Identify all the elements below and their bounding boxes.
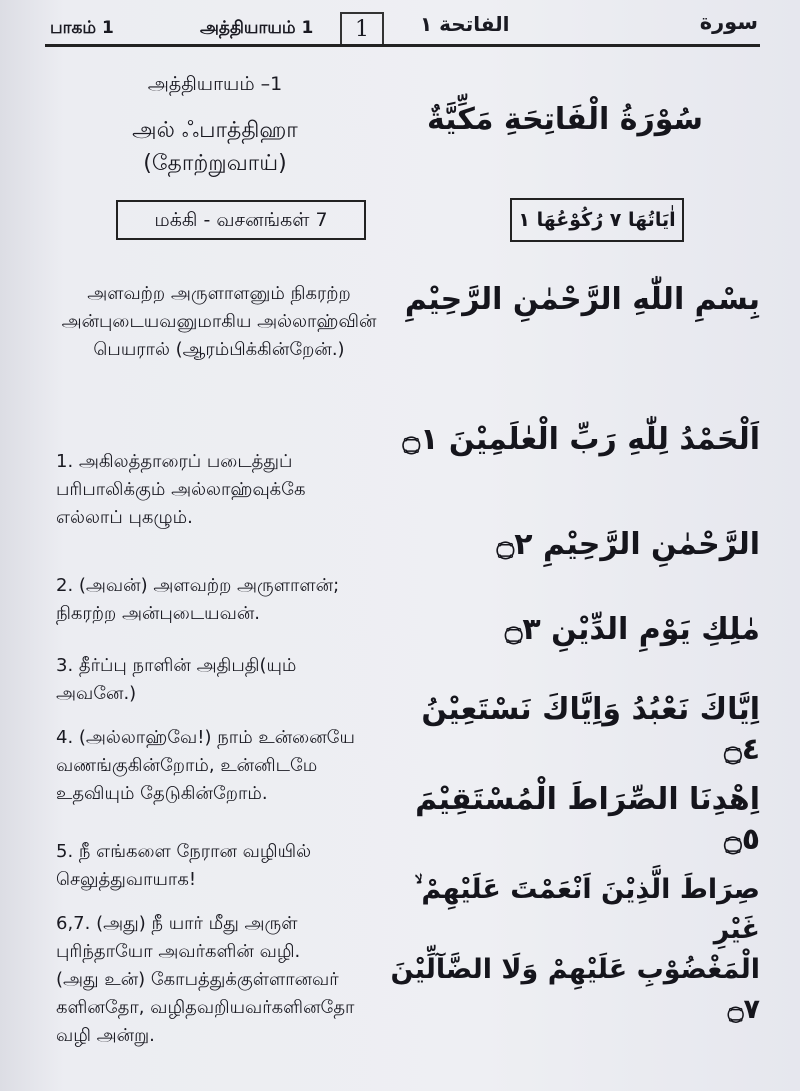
text-line: அளவற்ற அருளாளனும் நிகரற்ற bbox=[87, 283, 351, 304]
tamil-column bbox=[56, 280, 382, 1050]
arabic-bismillah: بِسْمِ اللّٰهِ الرَّحْمٰنِ الرَّحِيْمِ bbox=[404, 282, 760, 317]
text-line: பரிபாலிக்கும் அல்லாஹ்வுக்கே bbox=[56, 479, 306, 500]
text-line: பெயரால் (ஆரம்பிக்கின்றேன்.) bbox=[93, 339, 345, 360]
arabic-verse-6: صِرَاطَ الَّذِيْنَ اَنْعَمْتَ عَلَيْهِمْ ۙ غَيْرِ bbox=[414, 874, 760, 945]
text-line: (அது உன்) கோபத்துக்குள்ளானவர் bbox=[56, 969, 339, 990]
chapter-heading: அத்தியாயம் –1 bbox=[147, 73, 283, 95]
part-label: பாகம் 1 bbox=[50, 18, 114, 38]
text-line: 3. தீர்ப்பு நாளின் அதிபதி(யும் bbox=[56, 655, 297, 676]
surah-label-arabic: سورة bbox=[699, 10, 758, 34]
text-line: நிகரற்ற அன்புடையவன். bbox=[56, 603, 260, 624]
arabic-verse-7: الْمَغْضُوْبِ عَلَيْهِمْ وَلَا الضَّآلِّيْنَ ۝٧ bbox=[390, 954, 760, 1025]
text-line: எல்லாப் புகழும். bbox=[56, 507, 193, 528]
verse-5 bbox=[56, 838, 382, 894]
text-line: அவனே.) bbox=[56, 683, 137, 704]
arabic-verse-1: اَلْحَمْدُ لِلّٰهِ رَبِّ الْعٰلَمِيْنَ ۝١ bbox=[402, 422, 760, 457]
text-line: களினதோ, வழிதவறியவர்களினதோ bbox=[56, 997, 355, 1018]
text-line: புரிந்தாயோ அவர்களின் வழி. bbox=[56, 941, 301, 962]
verse-3 bbox=[56, 652, 382, 708]
surah-title: அல் ஃபாத்திஹா bbox=[132, 118, 298, 143]
text-line: வழி அன்று. bbox=[56, 1025, 155, 1046]
info-box: மக்கி - வசனங்கள் 7 bbox=[116, 200, 366, 240]
page-number: 1 bbox=[340, 12, 384, 46]
arabic-verse-5: اِهْدِنَا الصِّرَاطَ الْمُسْتَقِيْمَ ۝٥ bbox=[415, 782, 760, 857]
arabic-info-box: اٰيَاتُهَا ٧ رُكُوْعُهَا ١ bbox=[510, 198, 684, 242]
surah-name-arabic: الفاتحة ١ bbox=[420, 12, 510, 36]
text-line: அன்புடையவனுமாகிய அல்லாஹ்வின் bbox=[61, 311, 377, 332]
arabic-verse-3: مٰلِكِ يَوْمِ الدِّيْنِ ۝٣ bbox=[504, 612, 760, 647]
verse-2 bbox=[56, 572, 382, 628]
arabic-verse-2: الرَّحْمٰنِ الرَّحِيْمِ ۝٢ bbox=[496, 527, 760, 562]
text-line: வணங்குகின்றோம், உன்னிடமே bbox=[56, 755, 318, 776]
chapter-label: அத்தியாயம் 1 bbox=[200, 18, 314, 38]
verse-6-7 bbox=[56, 910, 382, 1050]
text-line: 6,7. (அது) நீ யார் மீது அருள் bbox=[56, 913, 298, 934]
text-line: செலுத்துவாயாக! bbox=[56, 869, 197, 890]
text-line: 2. (அவன்) அளவற்ற அருளாளன்; bbox=[56, 575, 340, 596]
verse-1 bbox=[56, 448, 382, 532]
bismillah-translation bbox=[56, 280, 382, 364]
arabic-column bbox=[380, 280, 760, 1030]
arabic-verse-4: اِيَّاكَ نَعْبُدُ وَاِيَّاكَ نَسْتَعِيْنُ ۝٤ bbox=[421, 692, 760, 767]
text-line: 4. (அல்லாஹ்வே!) நாம் உன்னையே bbox=[56, 727, 355, 748]
header-rule bbox=[45, 44, 760, 47]
arabic-title: سُوْرَةُ الْفَاتِحَةِ مَكِّيَّةٌ bbox=[426, 102, 704, 137]
text-line: 1. அகிலத்தாரைப் படைத்துப் bbox=[56, 451, 293, 472]
text-line: உதவியும் தேடுகின்றோம். bbox=[56, 783, 268, 804]
text-line: 5. நீ எங்களை நேரான வழியில் bbox=[56, 841, 312, 862]
verse-4 bbox=[56, 724, 382, 808]
surah-subtitle: (தோற்றுவாய்) bbox=[143, 151, 287, 176]
